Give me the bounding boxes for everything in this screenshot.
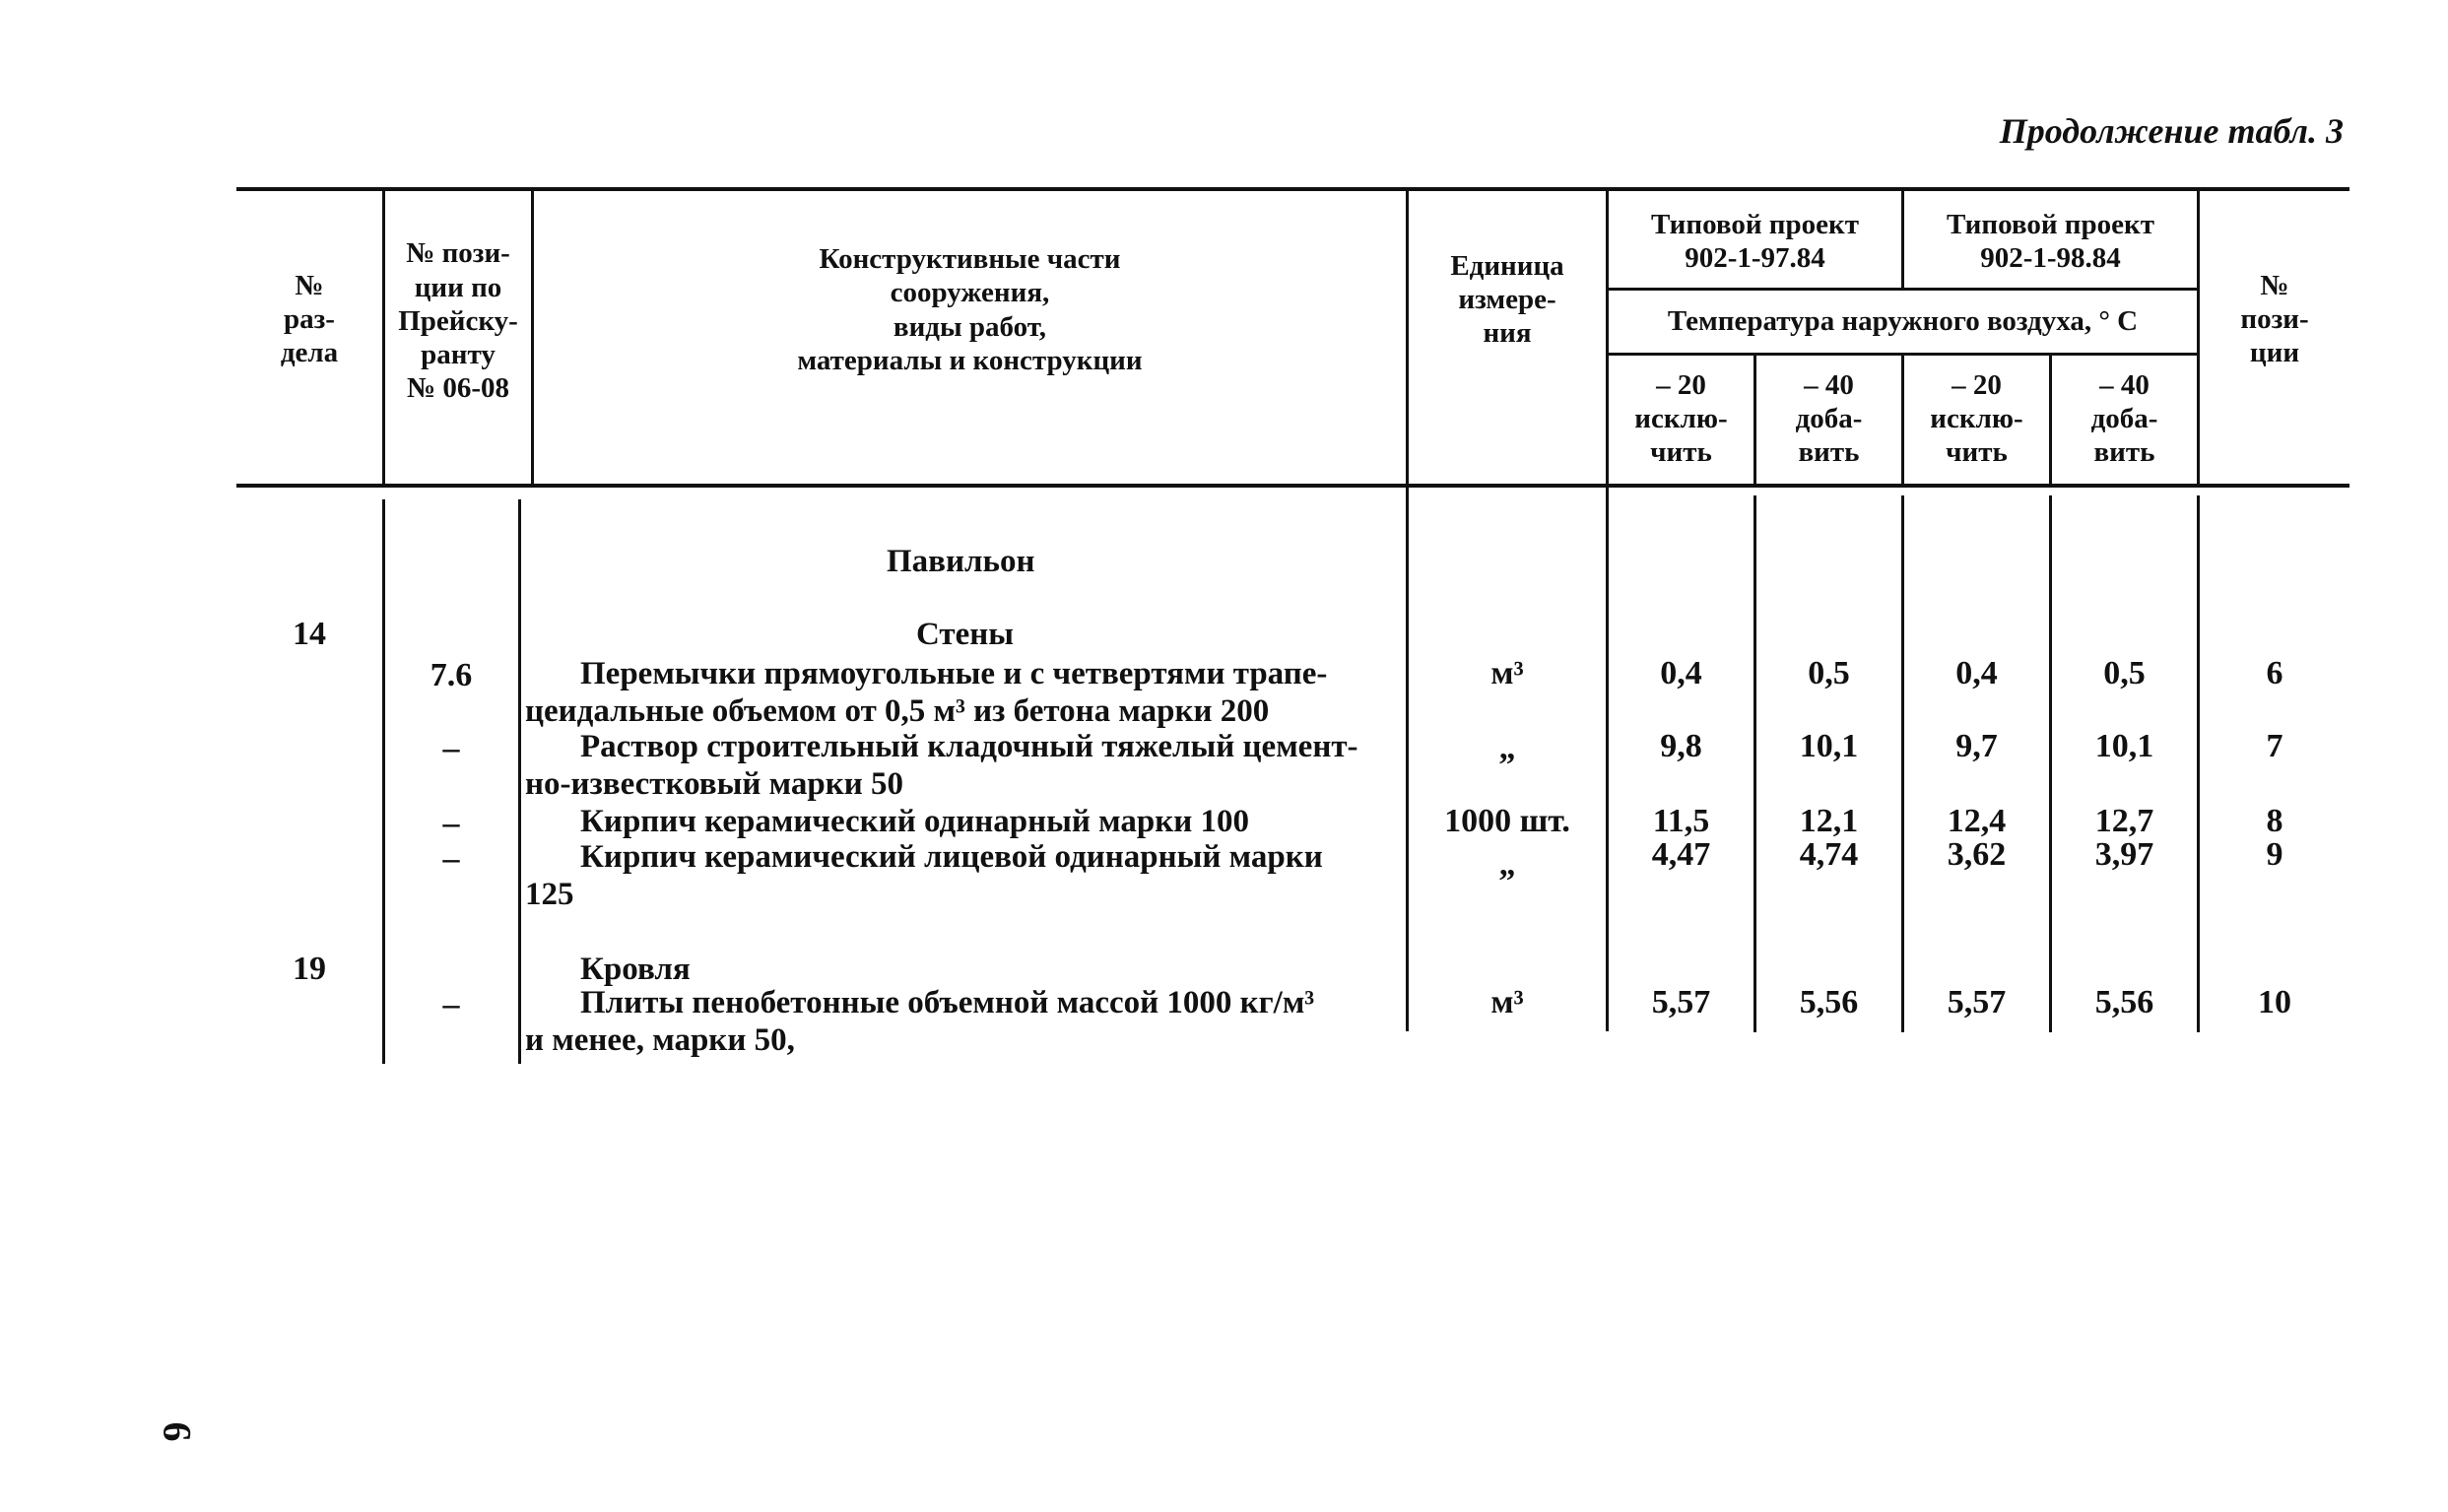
row-description <box>525 838 1382 913</box>
row-unit: „ <box>1498 846 1516 883</box>
header-section-no: № раз- дела <box>280 269 339 369</box>
header-project-a: Типовой проект 902-1-97.84 <box>1651 208 1859 274</box>
row-unit: м³ <box>1490 984 1524 1020</box>
row-value-a1: 9,8 <box>1660 728 1702 764</box>
row-number: 6 <box>2266 655 2283 691</box>
row-position: 7.6 <box>430 657 473 693</box>
row-unit: 1000 шт. <box>1444 803 1570 839</box>
row-number: 9 <box>2266 836 2283 873</box>
section-heading: Павильон <box>887 544 1035 579</box>
row-position: – <box>442 730 460 766</box>
header-sub-b2: – 40 доба- вить <box>2090 368 2158 469</box>
header-row-position: № пози- ции <box>2240 269 2309 369</box>
section-number: 19 <box>293 951 326 987</box>
body-divider <box>382 499 385 1064</box>
table-header <box>236 187 2349 488</box>
table-body <box>236 488 2349 1079</box>
row-value-a1: 11,5 <box>1652 803 1710 839</box>
roof-heading: Кровля <box>580 952 691 987</box>
header-unit: Единица измере- ния <box>1450 249 1564 350</box>
row-value-b1: 3,62 <box>1947 836 2007 873</box>
row-value-a1: 4,47 <box>1651 836 1711 873</box>
row-description <box>525 803 1382 840</box>
row-description-line: 125 <box>525 877 574 912</box>
row-unit: „ <box>1498 730 1516 766</box>
row-value-a2: 12,1 <box>1799 803 1859 839</box>
row-value-a1: 5,57 <box>1651 984 1711 1020</box>
row-description-line: Раствор строительный кладочный тяжелый цемент- <box>580 729 1358 764</box>
continuation-label: Продолжение табл. 3 <box>1999 111 2344 151</box>
row-value-b1: 9,7 <box>1955 728 1998 764</box>
row-number: 10 <box>2258 984 2291 1020</box>
row-description-line: Плиты пенобетонные объемной массой 1000 кг/м³ <box>580 985 1315 1020</box>
page-number: 6 <box>155 1421 200 1442</box>
row-value-a2: 5,56 <box>1799 984 1859 1020</box>
row-description-line: но-известковый марки 50 <box>525 766 903 802</box>
header-position-no: № пози- ции по Прейску- ранту № 06-08 <box>398 237 518 405</box>
row-value-b2: 5,56 <box>2094 984 2154 1020</box>
row-description <box>525 728 1382 803</box>
row-unit: м³ <box>1490 655 1524 691</box>
header-sub-a2: – 40 доба- вить <box>1795 368 1863 469</box>
header-sub-b1: – 20 исклю- чить <box>1930 368 2023 469</box>
header-project-b: Типовой проект 902-1-98.84 <box>1947 208 2154 274</box>
row-value-a2: 0,5 <box>1808 655 1850 691</box>
header-temperature: Температура наружного воздуха, ° С <box>1667 305 2139 338</box>
row-description-line: цеидальные объемом от 0,5 м³ из бетона марки 200 <box>525 693 1270 729</box>
row-description-line: Перемычки прямоугольные и с четвертями трапе- <box>580 656 1328 691</box>
row-description <box>525 655 1382 730</box>
header-description: Конструктивные части сооружения, виды работ, материалы и конструкции <box>797 243 1143 376</box>
row-number: 8 <box>2266 803 2283 839</box>
walls-heading: Стены <box>916 617 1015 652</box>
row-value-a2: 10,1 <box>1799 728 1859 764</box>
row-value-b1: 0,4 <box>1955 655 1998 691</box>
row-value-b2: 3,97 <box>2094 836 2154 873</box>
row-number: 7 <box>2266 728 2283 764</box>
row-description-line: Кирпич керамический лицевой одинарный марки <box>580 839 1323 875</box>
row-position: – <box>442 805 460 841</box>
row-value-b2: 10,1 <box>2094 728 2154 764</box>
row-value-b2: 0,5 <box>2103 655 2146 691</box>
body-divider <box>518 499 521 1064</box>
row-value-b1: 12,4 <box>1947 803 2007 839</box>
row-description-line: Кирпич керамический одинарный марки 100 <box>580 804 1250 839</box>
row-value-b1: 5,57 <box>1947 984 2007 1020</box>
row-value-a2: 4,74 <box>1799 836 1859 873</box>
row-value-b2: 12,7 <box>2094 803 2154 839</box>
row-description <box>525 984 1382 1059</box>
section-number: 14 <box>293 616 326 652</box>
header-sub-a1: – 20 исклю- чить <box>1634 368 1728 469</box>
row-value-a1: 0,4 <box>1660 655 1702 691</box>
row-description-line: и менее, марки 50, <box>525 1022 795 1058</box>
row-position: – <box>442 986 460 1022</box>
row-position: – <box>442 840 460 877</box>
